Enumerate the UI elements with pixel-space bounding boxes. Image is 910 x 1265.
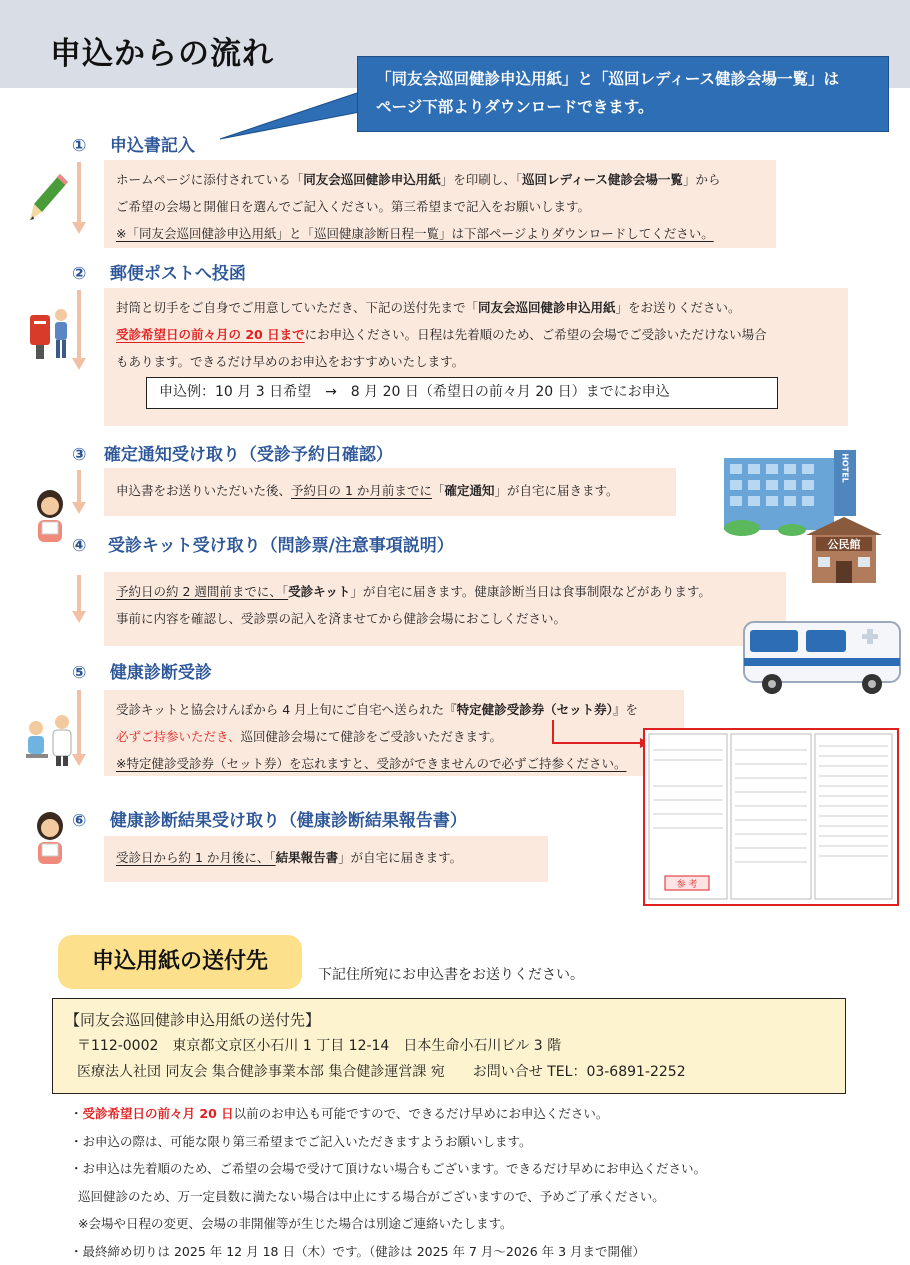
step-4-label: 受診キット受け取り（問診票/注意事項説明） bbox=[107, 536, 454, 556]
step-5-label: 健康診断受診 bbox=[109, 663, 212, 683]
step-3-timing: 予約日の 1 か月前までに bbox=[291, 483, 432, 498]
step-4-box bbox=[104, 572, 786, 646]
step-2-label: 郵便ポストへ投函 bbox=[109, 264, 246, 284]
step-5-text-b2: 巡回健診会場にて健診をご受診いただきます。 bbox=[240, 729, 503, 744]
ticket-sample-drawing bbox=[645, 730, 896, 903]
step-5-text-a: 受診キットと協会けんぽから 4 月上旬にご自宅へ送られた『 bbox=[116, 702, 457, 717]
step-2-example: 申込例：10 月 3 日希望 → 8 月 20 日（希望日の前々月 20 日）までにお申込 bbox=[146, 377, 778, 409]
step-6-text-c: 」が自宅に届きます。 bbox=[338, 850, 463, 865]
note-5: ※会場や日程の変更、会場の非開催等が生じた場合は別途ご連絡いたします。 bbox=[78, 1216, 513, 1231]
step-2-title bbox=[72, 259, 246, 284]
note-4: 巡回健診のため、万一定員数に満たない場合は中止にする場合がございますので、予めご了承ください。 bbox=[78, 1188, 665, 1204]
step-5-bring: 必ずご持参いただき、 bbox=[116, 729, 241, 744]
hotel-sign: HOTEL bbox=[840, 453, 850, 483]
step-6-title bbox=[72, 806, 467, 831]
step-3-text-c: 「 bbox=[431, 483, 445, 498]
pencil-icon bbox=[28, 172, 70, 224]
kouminkan-building-icon bbox=[806, 515, 882, 585]
step-3-box bbox=[104, 468, 676, 516]
step-1-number: ① bbox=[72, 136, 87, 156]
destination-box bbox=[52, 998, 846, 1094]
step-1-form-name: 同友会巡回健診申込用紙 bbox=[303, 172, 441, 187]
destination-address: 〒112-0002 東京都文京区小石川 1 丁目 12-14 日本生命小石川ビル 3 階 bbox=[77, 1038, 562, 1054]
step-6-number: ⑥ bbox=[72, 811, 87, 831]
step-1-line-3: ※「同友会巡回健診申込用紙」と「巡回健康診断日程一覧」は下部ページよりダウンロードしてください。 bbox=[116, 226, 714, 241]
step-1-box bbox=[104, 160, 776, 248]
note-1-text: 以前のお申込も可能ですので、できるだけ早めにお申込ください。 bbox=[233, 1106, 609, 1121]
note-1-bullet: ・ bbox=[70, 1106, 83, 1121]
note-3: ・お申込は先着順のため、ご希望の会場で受けて頂けない場合もございます。できるだけ早めにお申込ください。 bbox=[70, 1161, 707, 1176]
step-1-line-2: ご希望の会場と開催日を選んでご記入ください。第三希望まで記入をお願いします。 bbox=[116, 199, 591, 214]
step-5-text-c: 』を bbox=[612, 702, 638, 717]
step-1-text-c: 」を印刷し、「 bbox=[440, 172, 523, 187]
step-6-report: 結果報告書 bbox=[275, 850, 339, 865]
destination-tag: 申込用紙の送付先 bbox=[58, 935, 302, 989]
page-title: 申込からの流れ bbox=[50, 36, 274, 72]
step-5-title bbox=[72, 658, 212, 683]
step-2-line-3: もあります。できるだけ早めのお申込をおすすめいたします。 bbox=[116, 354, 465, 369]
step-3-title bbox=[72, 440, 393, 465]
step-4-arrow-icon bbox=[72, 575, 86, 623]
step-3-arrow-icon bbox=[72, 470, 86, 514]
step-1-text-e: 」から bbox=[682, 172, 721, 187]
step-5-number: ⑤ bbox=[72, 663, 87, 683]
step-4-line-2: 事前に内容を確認し、受診票の記入を済ませてから健診会場におこしください。 bbox=[116, 611, 567, 626]
ticket-sample-image bbox=[643, 728, 899, 906]
step-3-number: ③ bbox=[72, 445, 87, 465]
destination-heading: 【同友会巡回健診申込用紙の送付先】 bbox=[65, 1011, 321, 1029]
step-1-text-a: ホームページに添付されている「 bbox=[116, 172, 304, 187]
step-2-text-c: 」をお送りください。 bbox=[615, 300, 741, 315]
step-1-venue-list: 巡回レディース健診会場一覧 bbox=[522, 172, 683, 187]
step-3-text-a: 申込書をお送りいただいた後、 bbox=[116, 483, 292, 498]
destination-org: 医療法人社団 同友会 集合健診事業本部 集合健診運営課 宛 お問い合せ TEL：03-6891-2252 bbox=[77, 1064, 686, 1080]
step-4-title bbox=[72, 531, 454, 556]
callout-line-1: 「同友会巡回健診申込用紙」と「巡回レディース健診会場一覧」は bbox=[376, 70, 839, 88]
step-3-text-e: 」が自宅に届きます。 bbox=[494, 483, 619, 498]
step-1-label: 申込書記入 bbox=[109, 136, 195, 156]
step-5-line-3: ※特定健診受診券（セット券）を忘れますと、受診ができませんので必ずご持参ください。 bbox=[116, 756, 627, 771]
step-4-number: ④ bbox=[72, 536, 87, 556]
step-2-form-name: 同友会巡回健診申込用紙 bbox=[478, 300, 616, 315]
step-4-timing: 予約日の約 2 週間前までに、「 bbox=[116, 584, 289, 599]
step-2-deadline: 受診希望日の前々月の 20 日まで bbox=[116, 327, 305, 342]
note-1-deadline: 受診希望日の前々月 20 日 bbox=[82, 1106, 234, 1121]
kouminkan-sign: 公民館 bbox=[827, 538, 861, 551]
note-6: ・最終締め切りは 2025 年 12 月 18 日（木）です。（健診は 2025 年 7 月～2026 年 3 月まで開催） bbox=[70, 1243, 646, 1259]
ticket-stamp: 参 考 bbox=[676, 880, 698, 890]
step-5-ticket: 特定健診受診券（セット券） bbox=[456, 702, 613, 717]
mailbox-person-icon bbox=[26, 305, 74, 361]
step-1-arrow-icon bbox=[72, 162, 86, 234]
step-2-number: ② bbox=[72, 264, 87, 284]
medical-bus-icon bbox=[742, 618, 904, 696]
step-3-notice: 確定通知 bbox=[444, 483, 495, 498]
doctor-patient-icon bbox=[22, 710, 76, 768]
step-2-arrow-icon bbox=[72, 290, 86, 370]
step-6-box bbox=[104, 836, 548, 882]
step-2-text-a: 封筒と切手をご自身でご用意していただき、下記の送付先まで「 bbox=[116, 300, 479, 315]
step-1-title bbox=[72, 131, 195, 156]
step-2-text-b2: にお申込ください。日程は先着順のため、ご希望の会場でご受診いただけない場合 bbox=[304, 327, 767, 342]
notes bbox=[70, 1100, 706, 1265]
download-callout bbox=[357, 56, 889, 132]
step-4-kit: 受診キット bbox=[288, 584, 351, 599]
note-2: ・お申込の際は、可能な限り第三希望までご記入いただきますようお願いします。 bbox=[70, 1133, 532, 1149]
step-6-label: 健康診断結果受け取り（健康診断結果報告書） bbox=[109, 811, 467, 831]
woman-reading-icon bbox=[30, 488, 70, 544]
destination-subtitle: 下記住所宛にお申込書をお送りください。 bbox=[318, 967, 584, 983]
woman-reading-icon-2 bbox=[30, 810, 70, 866]
callout-line-2: ページ下部よりダウンロードできます。 bbox=[376, 98, 654, 116]
step-5-box bbox=[104, 690, 684, 776]
step-3-label: 確定通知受け取り（受診予約日確認） bbox=[103, 445, 393, 465]
step-4-text-c: 」が自宅に届きます。健康診断当日は食事制限などがあります。 bbox=[350, 584, 711, 599]
step-6-timing: 受診日から約 1 か月後に、「 bbox=[116, 850, 276, 865]
